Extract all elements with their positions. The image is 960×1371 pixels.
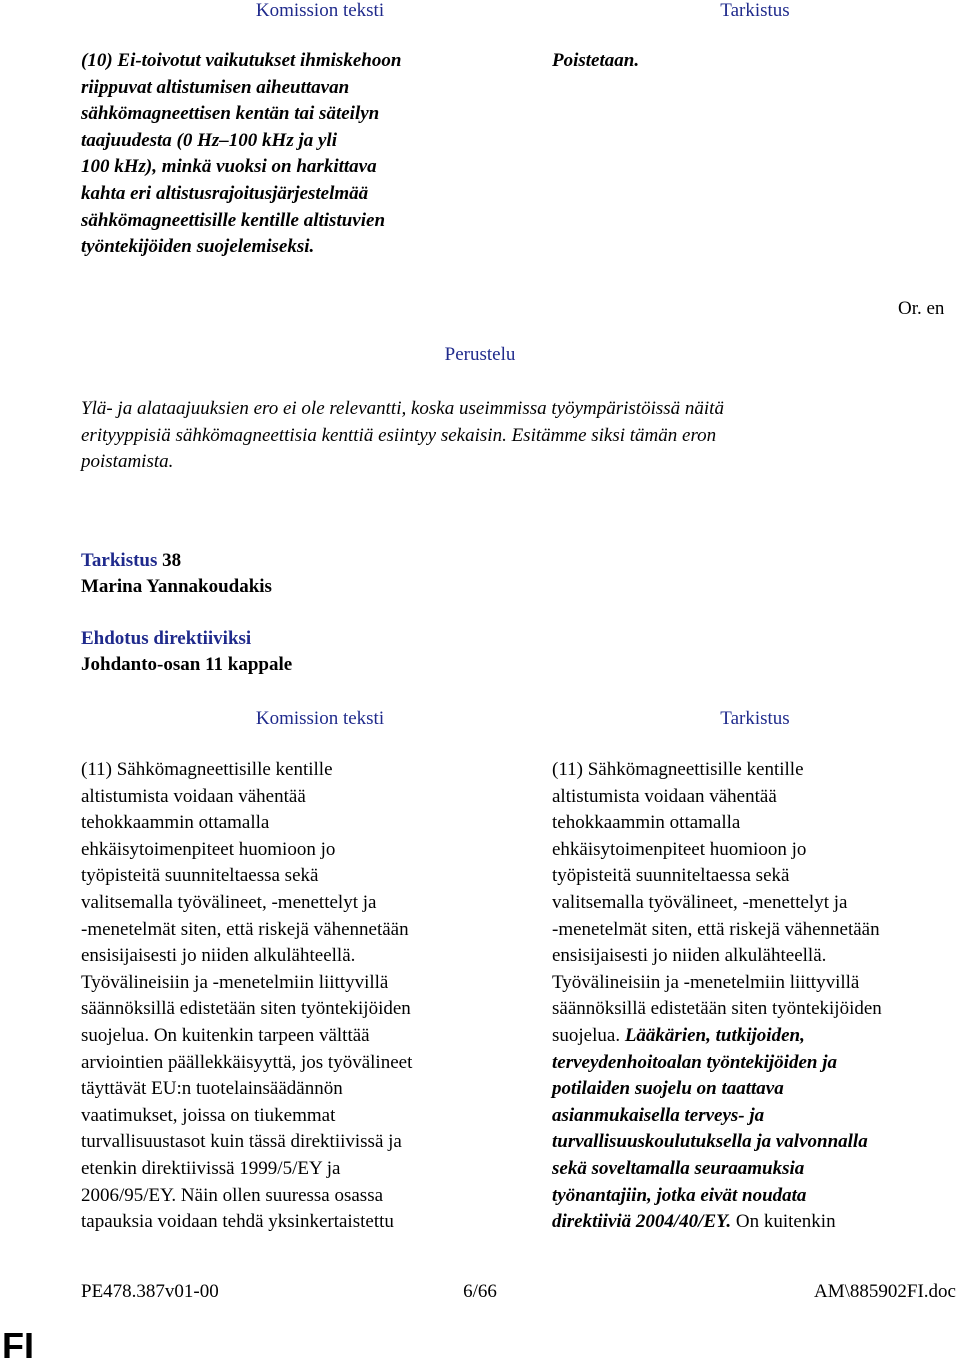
amendment-added-text: potilaiden suojelu on taattava (552, 1078, 784, 1100)
commission-text-line: -menetelmät siten, että riskejä vähennetään (81, 918, 409, 940)
amendment-number-value: 38 (162, 550, 182, 571)
commission-text-line: tehokkaammin ottamalla (81, 812, 270, 834)
amendment-header: Tarkistus (720, 708, 790, 729)
amendment-label: Tarkistus (81, 550, 158, 571)
commission-text-line: sähkömagneettisen kentän tai säteilyn (81, 103, 380, 125)
commission-text-line: sähkömagneettisille kentille altistuvien (81, 209, 386, 231)
commission-text-line: etenkin direktiivissä 1999/5/EY ja (81, 1157, 341, 1179)
amendment-added-text: direktiiviä 2004/40/EY. (552, 1211, 732, 1233)
justification-text (81, 396, 881, 476)
justification-line: erityyppisiä sähkömagneettisia kenttiä esiintyy sekaisin. Esitämme siksi tämän eron (81, 424, 717, 446)
footer-file-name: AM\885902FI.doc (814, 1281, 956, 1302)
commission-text-line: 2006/95/EY. Näin ollen suuressa osassa (81, 1184, 384, 1206)
commission-text-line: työpisteitä suunniteltaessa sekä (81, 865, 319, 887)
commission-text-line: ensisijaisesti jo niiden alkulähteellä. (81, 945, 356, 967)
amendment-text-line: Työvälineisiin ja -menetelmiin liittyvillä (552, 971, 860, 993)
commission-text-line: ehkäisytoimenpiteet huomioon jo (81, 838, 336, 860)
amendment-text-line: työpisteitä suunniteltaessa sekä (552, 865, 790, 887)
amendment-text-line: suojelua. Lääkärien, tutkijoiden, (552, 1024, 805, 1046)
commission-text-line: 100 kHz), minkä vuoksi on harkittava (81, 156, 377, 178)
amendment-header: Tarkistus (720, 0, 790, 21)
amendment-added-text: turvallisuuskoulutuksella ja valvonnalla (552, 1131, 868, 1153)
commission-text-line: suojelua. On kuitenkin tarpeen välttää (81, 1024, 370, 1046)
commission-text-line: säännöksillä edistetään siten työntekijöiden (81, 998, 411, 1020)
amendment-text-line: altistumista voidaan vähentää (552, 785, 777, 807)
amendment-added-text: työnantajiin, jotka eivät noudata (552, 1184, 807, 1206)
commission-text-line: täyttävät EU:n tuotelainsäädännön (81, 1078, 343, 1100)
commission-text-line: turvallisuustasot kuin tässä direktiivissä ja (81, 1131, 402, 1153)
original-language: Or. en (898, 298, 945, 319)
amendment-text-line: säännöksillä edistetään siten työntekijöiden (552, 998, 882, 1020)
commission-text-body (81, 48, 501, 261)
amendment-added-text: asianmukaisella terveys- ja (552, 1104, 765, 1126)
commission-text-line: vaatimukset, joissa on tiukemmat (81, 1104, 336, 1126)
commission-text-line: taajuudesta (0 Hz–100 kHz ja yli (81, 129, 337, 151)
amendment-text-body (552, 757, 957, 1236)
commission-text-line: altistumista voidaan vähentää (81, 785, 306, 807)
justification-line: poistamista. (81, 451, 174, 473)
amendment-author: Marina Yannakoudakis (81, 576, 272, 597)
commission-text-line: (10) Ei-toivotut vaikutukset ihmiskehoon (81, 50, 402, 71)
amendment-text-line: ensisijaisesti jo niiden alkulähteellä. (552, 945, 827, 967)
amendment-text-body: Poistetaan. (552, 50, 640, 71)
justification-header: Perustelu (444, 344, 516, 365)
footer-page-number: 6/66 (463, 1281, 497, 1302)
commission-text-line: Työvälineisiin ja -menetelmiin liittyvillä (81, 971, 389, 993)
footer-doc-ref: PE478.387v01-00 (81, 1281, 219, 1302)
amendment-text-line: tehokkaammin ottamalla (552, 812, 741, 834)
amendment-text-line: (11) Sähkömagneettisille kentille (552, 759, 804, 780)
commission-text-line: tapauksia voidaan tehdä yksinkertaistettu (81, 1211, 394, 1233)
commission-text-line: valitsemalla työvälineet, -menettelyt ja (81, 891, 377, 913)
amendment-text-line: ehkäisytoimenpiteet huomioon jo (552, 838, 807, 860)
commission-text-line: (11) Sähkömagneettisille kentille (81, 759, 333, 780)
amendment-text-line: valitsemalla työvälineet, -menettelyt ja (552, 891, 848, 913)
commission-text-line: kahta eri altistusrajoitusjärjestelmää (81, 182, 369, 204)
proposal-reference: Johdanto-osan 11 kappale (81, 654, 293, 675)
amendment-text-line: -menetelmät siten, että riskejä vähennetään (552, 918, 880, 940)
justification-line: Ylä- ja alataajuuksien ero ei ole relevantti, koska useimmissa työympäristöissä näitä (81, 398, 724, 419)
footer-language: FI (2, 1325, 34, 1366)
commission-text-line: arviointien päällekkäisyyttä, jos työvälineet (81, 1051, 413, 1073)
amendment-added-text: sekä soveltamalla seuraamuksia (552, 1157, 805, 1179)
proposal-title: Ehdotus direktiiviksi (81, 628, 252, 649)
commission-text-header: Komission teksti (255, 708, 385, 729)
commission-text-line: riippuvat altistumisen aiheuttavan (81, 76, 350, 98)
commission-text-header: Komission teksti (255, 0, 385, 21)
amendment-text-line: direktiiviä 2004/40/EY. On kuitenkin (552, 1211, 836, 1233)
amendment-number (81, 550, 181, 572)
amendment-added-text: Lääkärien, tutkijoiden, (624, 1024, 805, 1046)
commission-text-line: työntekijöiden suojelemiseksi. (81, 236, 315, 258)
amendment-added-text: terveydenhoitoalan työntekijöiden ja (552, 1051, 837, 1073)
commission-text-body (81, 757, 511, 1236)
